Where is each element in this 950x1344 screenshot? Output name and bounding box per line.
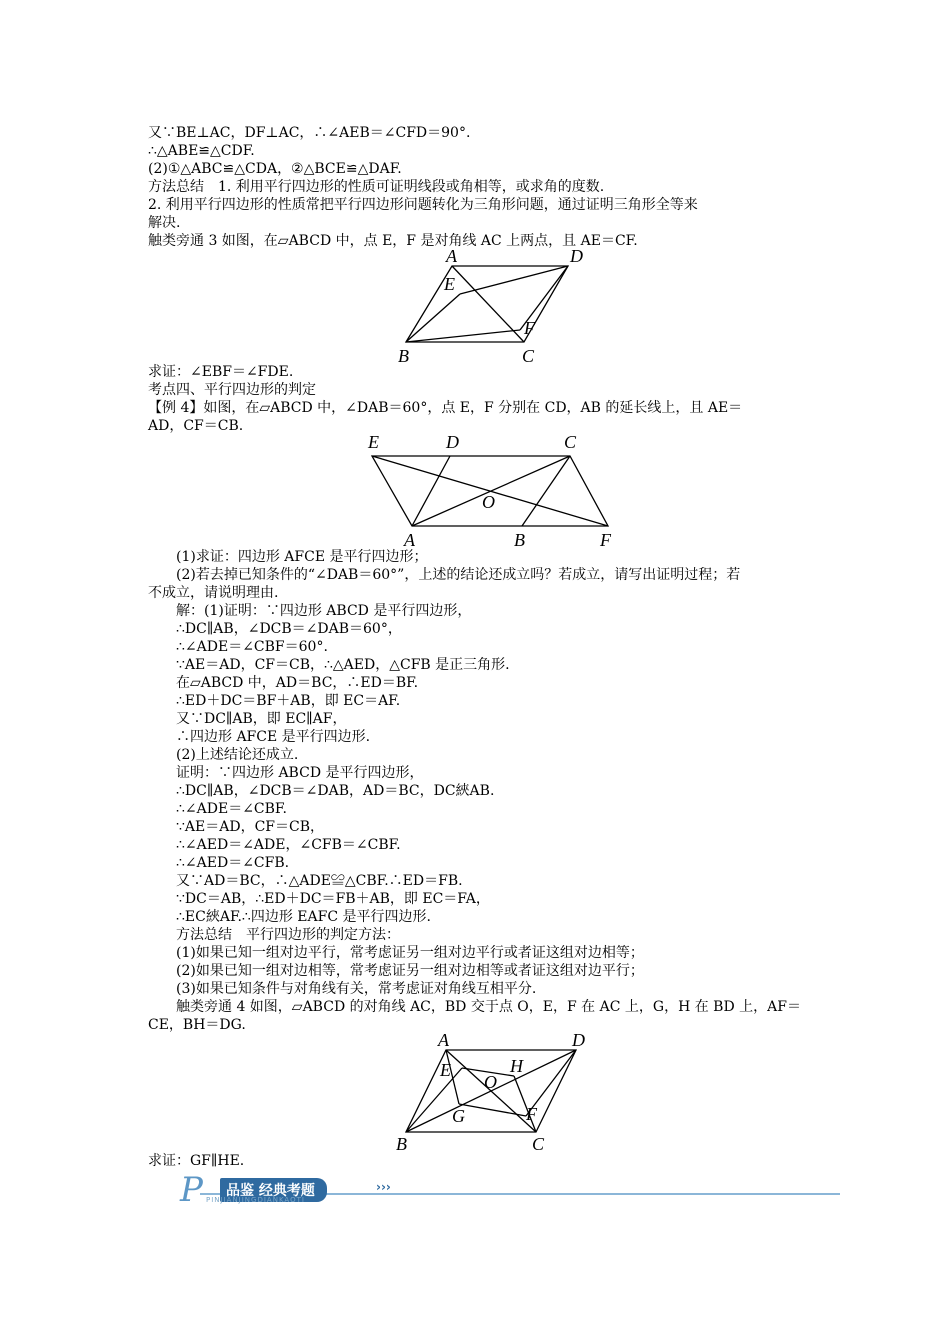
text-line: ∵AE＝AD，CF＝CB，∴△AED，△CFB 是正三角形. <box>176 657 510 673</box>
figure-parallelogram-1 <box>396 246 586 370</box>
method-summary-heading: 方法总结 平行四边形的判定方法： <box>176 927 400 943</box>
text-line: 又∵DC∥AB，即 EC∥AF， <box>176 711 347 727</box>
label-C: C <box>564 432 577 452</box>
question-2: (2)若去掉已知条件的“∠DAB＝60°”，上述的结论还成立吗？若成立，请写出证明过程；若 <box>176 567 741 583</box>
text-line: ∴ED＋DC＝BF＋AB，即 EC＝AF. <box>176 693 401 709</box>
text-line: (1)如果已知一组对边平行，常考虑证另一组对边平行或者证这组对边相等； <box>176 945 644 961</box>
solution-heading: 解：(1)证明：∵四边形 ABCD 是平行四边形， <box>176 603 472 619</box>
text-line: 不成立，请说明理由. <box>148 585 279 601</box>
label-E: E <box>444 274 455 294</box>
question-1: (1)求证：四边形 AFCE 是平行四边形； <box>176 549 428 565</box>
label-F: F <box>524 318 535 338</box>
label-A: A <box>446 246 457 266</box>
text-line: 又∵AD＝BC，∴△ADE≌△CBF.∴ED＝FB. <box>176 873 463 889</box>
label-B: B <box>398 346 409 366</box>
label-B: B <box>396 1134 407 1154</box>
figure-parallelogram-2 <box>360 430 620 552</box>
text-line: 解决. <box>148 215 181 231</box>
label-O: O <box>484 1072 497 1092</box>
label-E: E <box>368 432 379 452</box>
section-heading: 考点四、平行四边形的判定 <box>148 382 316 398</box>
text-line: CE，BH＝DG. <box>148 1017 246 1033</box>
banner-logo: P <box>180 1170 203 1210</box>
label-F: F <box>526 1104 537 1124</box>
text-line: (2)如果已知一组对边相等，常考虑证另一组对边相等或者证这组对边平行； <box>176 963 644 979</box>
figure-parallelogram-3 <box>394 1028 594 1154</box>
label-D: D <box>572 1030 585 1050</box>
banner-title: 品鉴 经典考题 <box>220 1178 327 1202</box>
banner-subtitle: PINJIANJINGDIANKAOTI <box>206 1196 305 1204</box>
text-line: 在▱ABCD 中，AD＝BC，∴ED＝BF. <box>176 675 419 691</box>
text-line: ∴∠ADE＝∠CBF. <box>176 801 287 817</box>
text-line: ∴△ABE≌△CDF. <box>148 143 255 159</box>
section-banner <box>180 1172 840 1208</box>
prove-line: 求证：GF∥HE. <box>148 1153 245 1169</box>
chevron-right-icon: ››› <box>376 1180 391 1194</box>
label-A: A <box>404 530 415 550</box>
method-summary-heading: 方法总结 1. 利用平行四边形的性质可证明线段或角相等，或求角的度数. <box>148 179 605 195</box>
text-line: ∴∠ADE＝∠CBF＝60°. <box>176 639 328 655</box>
text-line: (2)上述结论还成立. <box>176 747 299 763</box>
exercise-3-heading: 触类旁通 3 如图，在▱ABCD 中，点 E，F 是对角线 AC 上两点，且 AE＝CF. <box>148 233 638 249</box>
text-line: AD，CF＝CB. <box>148 418 244 434</box>
text-line: 证明：∵四边形 ABCD 是平行四边形， <box>176 765 424 781</box>
label-H: H <box>510 1056 523 1076</box>
exercise-4-heading: 触类旁通 4 如图，▱ABCD 的对角线 AC，BD 交于点 O，E，F 在 AC 上，G，H 在 BD 上，AF＝ <box>176 999 801 1015</box>
label-O: O <box>482 492 495 512</box>
label-G: G <box>452 1106 465 1126</box>
text-line: (2)①△ABC≌△CDA，②△BCE≌△DAF. <box>148 161 402 177</box>
text-line: ∴EC綊AF.∴四边形 EAFC 是平行四边形. <box>176 909 431 925</box>
label-F: F <box>600 530 611 550</box>
label-D: D <box>570 246 583 266</box>
label-C: C <box>522 346 535 366</box>
text-line: ∴四边形 AFCE 是平行四边形. <box>176 729 371 745</box>
text-line: ∴DC∥AB，∠DCB＝∠DAB，AD＝BC，DC綊AB. <box>176 783 495 799</box>
text-line: 又∵BE⊥AC，DF⊥AC，∴∠AEB＝∠CFD＝90°. <box>148 125 471 141</box>
text-line: ∴∠AED＝∠CFB. <box>176 855 290 871</box>
example-4-heading: 【例 4】如图，在▱ABCD 中，∠DAB＝60°，点 E，F 分别在 CD，AB 的延长线上，且 AE＝ <box>148 400 743 416</box>
text-line: (3)如果已知条件与对角线有关，常考虑证对角线互相平分. <box>176 981 537 997</box>
label-B: B <box>514 530 525 550</box>
text-line: ∴DC∥AB，∠DCB＝∠DAB＝60°， <box>176 621 402 637</box>
text-line: ∵DC＝AB，∴ED＋DC＝FB＋AB，即 EC＝FA， <box>176 891 490 907</box>
label-E: E <box>440 1060 451 1080</box>
prove-line: 求证：∠EBF＝∠FDE. <box>148 364 294 380</box>
label-D: D <box>446 432 459 452</box>
label-C: C <box>532 1134 545 1154</box>
text-line: 2. 利用平行四边形的性质常把平行四边形问题转化为三角形问题，通过证明三角形全等来 <box>148 197 698 213</box>
text-line: ∴∠AED＝∠ADE，∠CFB＝∠CBF. <box>176 837 401 853</box>
text-line: ∵AE＝AD，CF＝CB， <box>176 819 324 835</box>
label-A: A <box>438 1030 449 1050</box>
